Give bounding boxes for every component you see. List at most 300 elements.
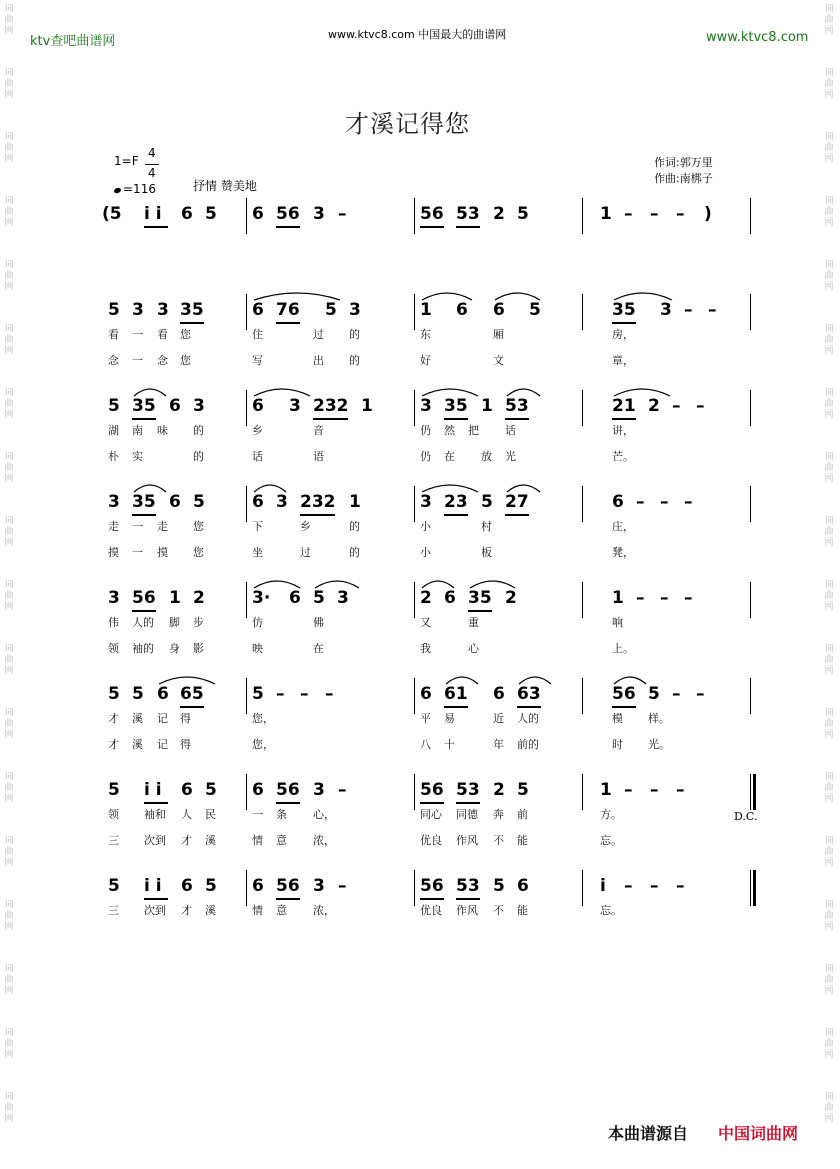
note: 6 xyxy=(612,492,624,512)
lyric-verse2: 意 xyxy=(276,834,287,847)
lyric-verse2: 光 xyxy=(505,450,516,463)
lyric-verse1: 村 xyxy=(481,520,492,533)
note: i i xyxy=(144,876,162,896)
side-watermark-text: 词 曲 网 xyxy=(4,836,14,868)
note: 5 xyxy=(517,204,529,224)
lyric-verse1: 袖和 xyxy=(144,808,166,821)
side-watermark-text: 词 曲 网 xyxy=(4,388,14,420)
note: 2 xyxy=(193,588,205,608)
side-watermark-text: 词 曲 网 xyxy=(824,580,834,612)
lyric-verse2: 才 xyxy=(181,834,192,847)
side-watermark-text: 词 曲 网 xyxy=(4,644,14,676)
lyric-verse2: 的 xyxy=(349,546,360,559)
lyric-verse1: 人 xyxy=(181,808,192,821)
lyric-verse1: 条 xyxy=(276,808,287,821)
lyric-verse1: 住 xyxy=(252,328,263,341)
slur-arc xyxy=(315,581,359,588)
lyric-verse1: 走 xyxy=(108,520,119,533)
note: 3 xyxy=(420,492,432,512)
lyric-verse2: 得 xyxy=(180,738,191,751)
lyric-verse1: 浓， xyxy=(313,904,335,917)
lyric-verse1: 的 xyxy=(349,328,360,341)
lyric-verse2: 摸 xyxy=(108,546,119,559)
note: 6 xyxy=(289,588,301,608)
note: 3 xyxy=(420,396,432,416)
lyric-verse1: 佛 xyxy=(313,616,324,629)
note: 6 xyxy=(493,300,505,320)
note: – xyxy=(325,684,334,704)
note: – xyxy=(650,876,659,896)
note: 3 xyxy=(337,588,349,608)
note: – xyxy=(684,588,693,608)
side-watermark-text: 词 曲 网 xyxy=(824,516,834,548)
side-watermark-text: 词 曲 网 xyxy=(4,452,14,484)
lyric-verse1: 民 xyxy=(205,808,216,821)
note: 3 xyxy=(132,300,144,320)
lyric-verse2: 出 xyxy=(313,354,324,367)
slur-arc xyxy=(422,581,454,588)
note: 6 xyxy=(252,492,264,512)
side-watermark-text: 词 曲 网 xyxy=(824,68,834,100)
lyric-verse1: 次到 xyxy=(144,904,166,917)
note: 3 xyxy=(193,396,205,416)
note: – xyxy=(636,588,645,608)
slur-arc xyxy=(507,389,540,396)
lyric-verse1: 前 xyxy=(517,808,528,821)
note: 5 xyxy=(205,876,217,896)
note: 3 xyxy=(313,780,325,800)
lyric-verse1: 一 xyxy=(132,328,143,341)
note: – xyxy=(684,300,693,320)
lyric-verse2: 坐 xyxy=(252,546,263,559)
side-watermark-text: 词 曲 网 xyxy=(4,580,14,612)
lyric-verse2: 才 xyxy=(108,738,119,751)
note: 6 xyxy=(252,300,264,320)
lyric-verse2: 八 xyxy=(420,738,431,751)
slur-arc xyxy=(470,581,515,588)
lyric-verse1: 人的 xyxy=(132,616,154,629)
lyric-verse1: 心， xyxy=(313,808,335,821)
lyric-verse1: 样。 xyxy=(648,712,670,725)
lyric-verse2: 念 xyxy=(157,354,168,367)
lyric-verse1: 情 xyxy=(252,904,263,917)
side-watermark-text: 词 曲 网 xyxy=(4,260,14,292)
note: 5 xyxy=(108,684,120,704)
slur-arc xyxy=(422,389,478,396)
note: 1 xyxy=(420,300,432,320)
lyric-verse1: 近 xyxy=(493,712,504,725)
side-watermark-text: 词 曲 网 xyxy=(4,4,14,36)
lyric-verse2: 我 xyxy=(420,642,431,655)
note: – xyxy=(624,876,633,896)
note: i xyxy=(600,876,606,896)
lyric-verse1: 得 xyxy=(180,712,191,725)
lyric-verse1: 过 xyxy=(313,328,324,341)
lyric-verse1: 不 xyxy=(493,904,504,917)
lyric-verse2: 领 xyxy=(108,642,119,655)
note: 1 xyxy=(481,396,493,416)
time-signature-bottom: 4 xyxy=(148,166,156,180)
note: – xyxy=(660,588,669,608)
side-watermark-text: 词 曲 网 xyxy=(824,900,834,932)
lyric-verse2: 优良 xyxy=(420,834,442,847)
note: – xyxy=(650,780,659,800)
lyric-verse1: 味 xyxy=(157,424,168,437)
note: 5 xyxy=(517,780,529,800)
note: – xyxy=(650,204,659,224)
side-watermark-text: 词 曲 网 xyxy=(4,964,14,996)
lyric-verse2: 放 xyxy=(481,450,492,463)
note: 2 xyxy=(493,204,505,224)
note: 3 xyxy=(157,300,169,320)
lyric-verse1: 您 xyxy=(180,328,191,341)
note: 3 xyxy=(660,300,672,320)
lyric-verse1: 领 xyxy=(108,808,119,821)
slur-arc xyxy=(134,389,166,396)
note: – xyxy=(660,492,669,512)
lyric-verse2: 年 xyxy=(493,738,504,751)
lyric-verse1: 乡 xyxy=(252,424,263,437)
note: 2 xyxy=(493,780,505,800)
note: 21 xyxy=(612,396,636,416)
lyric-verse1: 溪 xyxy=(132,712,143,725)
lyric-verse2: 好 xyxy=(420,354,431,367)
slur-arc xyxy=(254,581,300,588)
note: 6 xyxy=(169,396,181,416)
note: 3· xyxy=(252,588,271,608)
note: 56 xyxy=(132,588,156,608)
lyric-verse1: 湖 xyxy=(108,424,119,437)
da-capo-marking: D.C. xyxy=(734,810,758,823)
note: (5 xyxy=(102,204,122,224)
footer-source-site[interactable]: 中国词曲网 xyxy=(718,1124,799,1143)
lyric-verse1: 才 xyxy=(181,904,192,917)
lyric-verse2: 板 xyxy=(481,546,492,559)
lyric-verse2: 上。 xyxy=(612,642,634,655)
lyric-verse1: 伟 xyxy=(108,616,119,629)
lyric-verse1: 的 xyxy=(193,424,204,437)
note: 6 xyxy=(517,876,529,896)
note: 56 xyxy=(420,780,444,800)
note: 6 xyxy=(420,684,432,704)
slur-arc xyxy=(519,677,551,684)
lyric-verse2: 浓， xyxy=(313,834,335,847)
note: 23 xyxy=(444,492,468,512)
note: 6 xyxy=(252,876,264,896)
note: 6 xyxy=(493,684,505,704)
lyric-verse2: 映 xyxy=(252,642,263,655)
slur-arc xyxy=(159,677,215,684)
note: 5 xyxy=(108,396,120,416)
note: 3 xyxy=(108,588,120,608)
note: 56 xyxy=(276,204,300,224)
note: – xyxy=(676,876,685,896)
lyric-verse2: 溪 xyxy=(132,738,143,751)
lyric-verse1: 优良 xyxy=(420,904,442,917)
note: 35 xyxy=(132,492,156,512)
note: 5 xyxy=(108,876,120,896)
note: 56 xyxy=(276,780,300,800)
note: 76 xyxy=(276,300,300,320)
lyric-verse1: 看 xyxy=(157,328,168,341)
note: 3 xyxy=(313,876,325,896)
header-tagline: www.ktvc8.com 中国最大的曲谱网 xyxy=(328,28,507,41)
lyric-verse1: 仿 xyxy=(252,616,263,629)
note: 5 xyxy=(648,684,660,704)
note: – xyxy=(672,396,681,416)
lyric-verse1: 下 xyxy=(252,520,263,533)
slur-arc xyxy=(254,293,340,300)
note: 35 xyxy=(612,300,636,320)
side-watermark-text: 词 曲 网 xyxy=(4,1028,14,1060)
lyric-verse2: 不 xyxy=(493,834,504,847)
composer-credit: 作曲:南梆子 xyxy=(654,172,713,185)
note: – xyxy=(708,300,717,320)
note: 56 xyxy=(420,204,444,224)
lyric-verse1: 重 xyxy=(468,616,479,629)
lyric-verse2: 朴 xyxy=(108,450,119,463)
lyric-verse2: 写 xyxy=(252,354,263,367)
note: – xyxy=(696,684,705,704)
lyric-verse2: 一 xyxy=(132,546,143,559)
lyric-verse1: 房， xyxy=(612,328,634,341)
note: – xyxy=(676,204,685,224)
note: 63 xyxy=(517,684,541,704)
slur-arc xyxy=(446,677,478,684)
note: 232 xyxy=(313,396,349,416)
lyric-verse2: 能 xyxy=(517,834,528,847)
lyric-verse1: 又 xyxy=(420,616,431,629)
lyric-verse1: 同心 xyxy=(420,808,442,821)
note: 5 xyxy=(252,684,264,704)
lyric-verse2: 芒。 xyxy=(612,450,634,463)
lyric-verse2: 情 xyxy=(252,834,263,847)
note: 65 xyxy=(180,684,204,704)
note: 35 xyxy=(444,396,468,416)
note: – xyxy=(684,492,693,512)
lyric-verse1: 易 xyxy=(444,712,455,725)
note: – xyxy=(696,396,705,416)
side-watermark-text: 词 曲 网 xyxy=(4,132,14,164)
note: 5 xyxy=(205,780,217,800)
lyric-verse1: 溪 xyxy=(205,904,216,917)
lyric-verse2: 过 xyxy=(300,546,311,559)
side-watermark-text: 词 曲 网 xyxy=(824,836,834,868)
lyric-verse1: 您， xyxy=(252,712,274,725)
lyric-verse1: 南 xyxy=(132,424,143,437)
lyric-verse2: 您， xyxy=(252,738,274,751)
note: 6 xyxy=(252,396,264,416)
note: 6 xyxy=(181,204,193,224)
lyric-verse1: 讲， xyxy=(612,424,634,437)
side-watermark-text: 词 曲 网 xyxy=(824,132,834,164)
side-watermark-text: 词 曲 网 xyxy=(824,1092,834,1124)
note: i i xyxy=(144,204,162,224)
lyric-verse1: 把 xyxy=(468,424,479,437)
note: 1 xyxy=(612,588,624,608)
note: – xyxy=(636,492,645,512)
note: 5 xyxy=(205,204,217,224)
header-url[interactable]: www.ktvc8.com xyxy=(706,30,809,45)
note: 6 xyxy=(252,780,264,800)
note: 1 xyxy=(600,780,612,800)
lyric-verse2: 在 xyxy=(444,450,455,463)
slur-arc xyxy=(422,293,472,300)
lyric-verse1: 模 xyxy=(612,712,623,725)
note: 53 xyxy=(505,396,529,416)
note: 6 xyxy=(456,300,468,320)
slur-arc xyxy=(495,293,540,300)
slur-arc xyxy=(614,677,646,684)
lyric-verse1: 忘。 xyxy=(600,904,622,917)
note: 3 xyxy=(289,396,301,416)
lyric-verse1: 奔 xyxy=(493,808,504,821)
note: 6 xyxy=(169,492,181,512)
lyric-verse2: 语 xyxy=(313,450,324,463)
note: 35 xyxy=(468,588,492,608)
lyric-verse1: 脚 xyxy=(169,616,180,629)
note: ) xyxy=(704,204,712,224)
lyric-verse1: 您 xyxy=(193,520,204,533)
note: 35 xyxy=(132,396,156,416)
lyric-verse1: 一 xyxy=(132,520,143,533)
lyric-verse2: 凳， xyxy=(612,546,634,559)
header-site-name[interactable]: ktv查吧曲谱网 xyxy=(30,34,116,49)
lyric-verse1: 响 xyxy=(612,616,623,629)
lyric-verse2: 十 xyxy=(444,738,455,751)
note: 2 xyxy=(420,588,432,608)
lyric-verse1: 平 xyxy=(420,712,431,725)
lyric-verse1: 庄， xyxy=(612,520,634,533)
lyric-verse2: 念 xyxy=(108,354,119,367)
side-watermark-text: 词 曲 网 xyxy=(824,1028,834,1060)
lyric-verse2: 章， xyxy=(612,354,634,367)
side-watermark-text: 词 曲 网 xyxy=(824,388,834,420)
note: – xyxy=(624,780,633,800)
lyric-verse1: 的 xyxy=(349,520,360,533)
lyric-verse1: 方。 xyxy=(600,808,622,821)
note: 6 xyxy=(157,684,169,704)
lyric-verse1: 看 xyxy=(108,328,119,341)
note: 5 xyxy=(529,300,541,320)
note: 6 xyxy=(444,588,456,608)
lyric-verse2: 小 xyxy=(420,546,431,559)
note: 53 xyxy=(456,876,480,896)
note: 27 xyxy=(505,492,529,512)
lyric-verse2: 光。 xyxy=(648,738,670,751)
lyric-verse2: 心 xyxy=(468,642,479,655)
lyric-verse2: 的 xyxy=(349,354,360,367)
note: 5 xyxy=(493,876,505,896)
side-watermark-text: 词 曲 网 xyxy=(4,772,14,804)
song-title: 才溪记得您 xyxy=(345,110,470,138)
note: 5 xyxy=(108,780,120,800)
lyric-verse1: 步 xyxy=(193,616,204,629)
note: – xyxy=(338,876,347,896)
expression-marking: 抒情 赞美地 xyxy=(193,179,257,193)
lyric-verse2: 文 xyxy=(493,354,504,367)
note: 5 xyxy=(313,588,325,608)
note: 3 xyxy=(276,492,288,512)
lyric-verse1: 走 xyxy=(157,520,168,533)
lyric-verse1: 人的 xyxy=(517,712,539,725)
note: 56 xyxy=(276,876,300,896)
tempo-marking: =116 xyxy=(114,182,156,196)
lyric-verse1: 然 xyxy=(444,424,455,437)
lyric-verse1: 作风 xyxy=(456,904,478,917)
lyric-verse2: 身 xyxy=(169,642,180,655)
lyric-verse1: 乡 xyxy=(300,520,311,533)
lyric-verse2: 袖的 xyxy=(132,642,154,655)
note: 3 xyxy=(313,204,325,224)
side-watermark-text: 词 曲 网 xyxy=(4,196,14,228)
side-watermark-text: 词 曲 网 xyxy=(824,196,834,228)
lyric-verse2: 影 xyxy=(193,642,204,655)
note: 56 xyxy=(612,684,636,704)
note: 5 xyxy=(193,492,205,512)
lyric-verse1: 才 xyxy=(108,712,119,725)
lyric-verse2: 在 xyxy=(313,642,324,655)
note: 35 xyxy=(180,300,204,320)
note: 5 xyxy=(108,300,120,320)
note: – xyxy=(300,684,309,704)
lyric-verse2: 话 xyxy=(252,450,263,463)
side-watermark-text: 词 曲 网 xyxy=(824,4,834,36)
lyric-verse2: 时 xyxy=(612,738,623,751)
slur-arc xyxy=(507,485,540,492)
lyric-verse2: 记 xyxy=(157,738,168,751)
note: 5 xyxy=(325,300,337,320)
key-signature: 1=F xyxy=(114,154,139,168)
lyric-verse1: 东 xyxy=(420,328,431,341)
lyric-verse1: 厢 xyxy=(493,328,504,341)
note: 3 xyxy=(349,300,361,320)
note: 232 xyxy=(300,492,336,512)
lyric-verse2: 的 xyxy=(193,450,204,463)
note: – xyxy=(276,684,285,704)
lyric-verse2: 一 xyxy=(132,354,143,367)
time-signature-top: 4 xyxy=(148,146,156,160)
slur-arc xyxy=(254,389,310,396)
side-watermark-text: 词 曲 网 xyxy=(4,516,14,548)
note: 6 xyxy=(252,204,264,224)
slur-arc xyxy=(614,389,670,396)
slur-arc xyxy=(422,485,478,492)
lyric-verse1: 小 xyxy=(420,520,431,533)
slur-arc xyxy=(254,485,286,492)
lyric-verse1: 记 xyxy=(157,712,168,725)
note: 2 xyxy=(648,396,660,416)
side-watermark-text: 词 曲 网 xyxy=(4,324,14,356)
note: 56 xyxy=(420,876,444,896)
lyric-verse1: 三 xyxy=(108,904,119,917)
lyric-verse1: 一 xyxy=(252,808,263,821)
side-watermark-text: 词 曲 网 xyxy=(4,708,14,740)
note: 6 xyxy=(181,876,193,896)
lyric-verse2: 作风 xyxy=(456,834,478,847)
lyric-verse1: 能 xyxy=(517,904,528,917)
note: 6 xyxy=(181,780,193,800)
lyricist-credit: 作词:郭万里 xyxy=(654,156,713,169)
side-watermark-text: 词 曲 网 xyxy=(824,644,834,676)
note: 53 xyxy=(456,204,480,224)
lyric-verse1: 音 xyxy=(313,424,324,437)
side-watermark-text: 词 曲 网 xyxy=(824,452,834,484)
lyric-verse2: 实 xyxy=(132,450,143,463)
lyric-verse1: 意 xyxy=(276,904,287,917)
note: 3 xyxy=(108,492,120,512)
footer-source-label: 本曲谱源自 xyxy=(608,1124,689,1143)
